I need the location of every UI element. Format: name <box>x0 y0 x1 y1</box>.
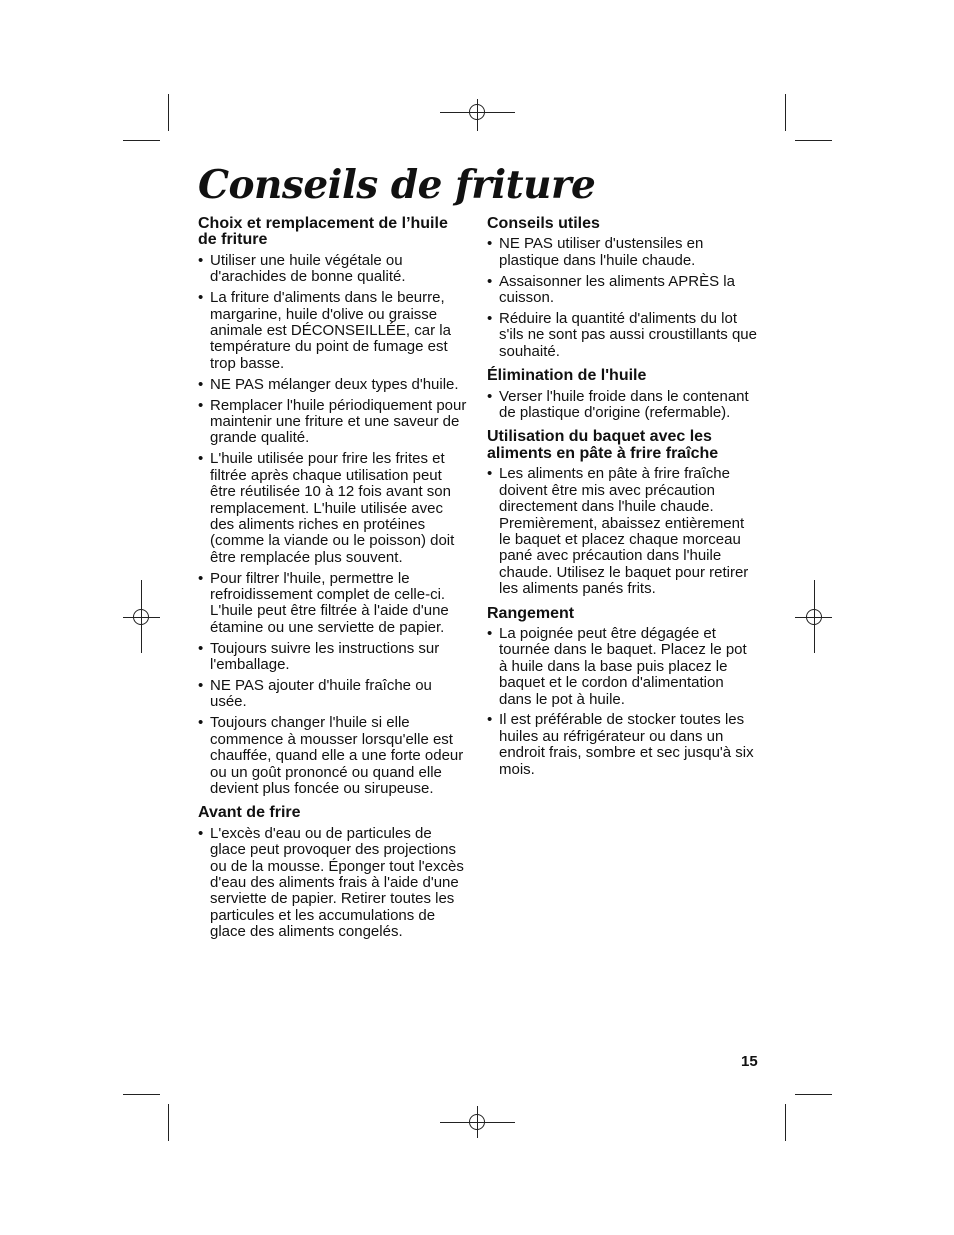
bullet-list <box>487 466 759 597</box>
crop-mark <box>795 1094 832 1095</box>
bullet-item: • NE PAS mélanger deux types d'huile. <box>198 377 470 393</box>
bullet-item: • Il est préférable de stocker toutes les huiles au réfrigérateur ou dans un endroit frais, sombre et sec jusqu'à six mois. <box>487 712 759 778</box>
bullet-item: • Toujours suivre les instructions sur l'emballage. <box>198 641 470 674</box>
bullet-item: • Assaisonner les aliments APRÈS la cuisson. <box>487 274 759 307</box>
bullet-list <box>487 626 759 778</box>
crop-mark <box>785 1104 786 1141</box>
bullet-item: • L'huile utilisée pour frire les frites et filtrée après chaque utilisation peut être réutilisée 10 à 12 fois avant son remplacement. L'huile utilisée avec des aliments riches en protéines (comme la viande ou le poisson) doit être remplacée plus souvent. <box>198 451 470 566</box>
tips-section <box>198 216 470 797</box>
bullet-item: • Verser l'huile froide dans le contenant de plastique d'origine (refermable). <box>487 389 759 422</box>
bullet-list <box>198 253 470 798</box>
column-right <box>487 216 759 786</box>
bullet-item: • NE PAS ajouter d'huile fraîche ou usée. <box>198 678 470 711</box>
section-heading: Choix et remplacement de l’huile de friture <box>198 215 448 249</box>
bullet-item: • La poignée peut être dégagée et tournée dans le baquet. Placez le pot à huile dans la base puis placez le baquet et le cordon d'alimentation dans le pot à huile. <box>487 626 759 708</box>
tips-section <box>487 216 759 360</box>
bullet-item: • Toujours changer l'huile si elle commence à mousser lorsqu'elle est chauffée, quand elle a une forte odeur ou un goût prononcé ou quand elle devient plus foncée ou sirupeuse. <box>198 715 470 797</box>
tips-section <box>487 606 759 779</box>
bullet-item: • Réduire la quantité d'aliments du lot s'ils ne sont pas aussi croustillants que souhaité. <box>487 311 759 360</box>
crop-mark <box>785 94 786 131</box>
crop-mark <box>168 94 169 131</box>
column-left <box>198 216 470 949</box>
section-heading: Avant de frire <box>198 804 301 822</box>
bullet-list <box>487 236 759 360</box>
section-heading: Élimination de l'huile <box>487 367 647 385</box>
page-title: Conseils de friture <box>198 162 596 208</box>
bullet-item: • Remplacer l'huile périodiquement pour maintenir une friture et une saveur de grande qualité. <box>198 398 470 447</box>
tips-section <box>198 805 470 940</box>
bullet-list <box>487 389 759 422</box>
bullet-item: • La friture d'aliments dans le beurre, margarine, huile d'olive ou graisse animale est DÉCONSEILLÉE, car la température du point de fumage est trop basse. <box>198 290 470 372</box>
section-heading: Utilisation du baquet avec les aliments en pâte à frire fraîche <box>487 428 719 462</box>
bullet-item: • L'excès d'eau ou de particules de glace peut provoquer des projections ou de la mousse. Éponger tout l'excès d'eau des aliments frais à l'aide d'une serviette de papier. Retirer toutes les particules et les accumulations de glace des aliments congelés. <box>198 826 470 941</box>
page-number: 15 <box>741 1053 758 1070</box>
crop-mark <box>168 1104 169 1141</box>
tips-section <box>487 429 759 597</box>
crop-mark <box>795 140 832 141</box>
tips-section <box>487 368 759 421</box>
crop-mark <box>123 1094 160 1095</box>
crop-mark <box>123 140 160 141</box>
bullet-item: • Les aliments en pâte à frire fraîche doivent être mis avec précaution directement dans l'huile chaude. Premièrement, abaissez entièrement le baquet et placez chaque morceau pané avec précaution dans l'huile chaude. Utilisez le baquet pour retirer les aliments panés frits. <box>487 466 759 597</box>
section-heading: Rangement <box>487 604 575 622</box>
bullet-item: • Pour filtrer l'huile, permettre le refroidissement complet de celle-ci. L'huile peut être filtrée à l'aide d'une étamine ou une serviette de papier. <box>198 571 470 637</box>
bullet-item: • Utiliser une huile végétale ou d'arachides de bonne qualité. <box>198 253 470 286</box>
section-heading: Conseils utiles <box>487 215 600 232</box>
bullet-item: • NE PAS utiliser d'ustensiles en plastique dans l'huile chaude. <box>487 236 759 269</box>
bullet-list <box>198 826 470 941</box>
